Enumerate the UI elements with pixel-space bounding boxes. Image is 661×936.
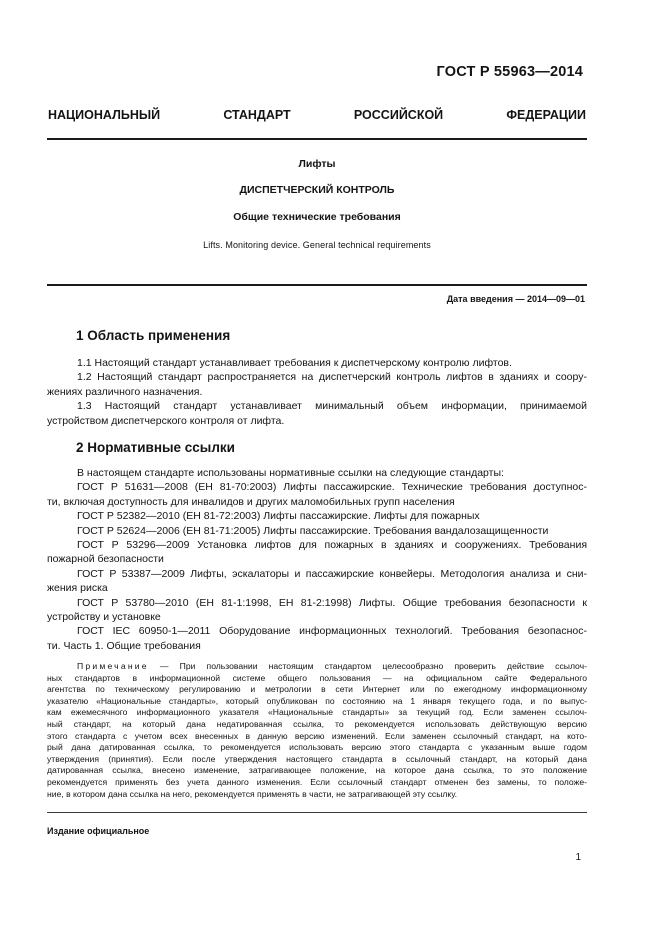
note-line: этого стандарта с учетом всех внесенных в данную версию изменений. Если заменен ссылочный стандарт, на кото- bbox=[47, 730, 587, 741]
page-number: 1 bbox=[575, 852, 581, 863]
note-line: датированная ссылка, внесено изменение, затрагивающее положение, на которое дана ссылка, то это положение bbox=[47, 765, 587, 776]
section-2-line: ГОСТ Р 51631—2008 (ЕН 81-70:2003) Лифты пассажирские. Технические требования доступнос- bbox=[77, 481, 587, 494]
section-1-line: 1.2 Настоящий стандарт распространяется на диспетчерский контроль лифтов в зданиях и соору- bbox=[77, 371, 587, 384]
section-2-body bbox=[47, 466, 587, 653]
section-1-body bbox=[47, 356, 587, 428]
national-standard-heading: НАЦИОНАЛЬНЫЙ СТАНДАРТ РОССИЙСКОЙ ФЕДЕРАЦИИ bbox=[48, 108, 586, 122]
official-edition-label: Издание официальное bbox=[47, 826, 150, 836]
note-line: ных стандартов в информационной системе общего пользования — на официальном сайте Федерального bbox=[47, 672, 587, 683]
section-2-line: устройству и установке bbox=[47, 610, 161, 623]
section-1-line: 1.1 Настоящий стандарт устанавливает требования к диспетчерскому контролю лифтов. bbox=[77, 357, 512, 369]
title-line-3: Общие технические требования bbox=[233, 211, 401, 223]
top-divider bbox=[47, 138, 587, 140]
section-2-line: В настоящем стандарте использованы нормативные ссылки на следующие стандарты: bbox=[77, 467, 504, 479]
title-line-1: Лифты bbox=[298, 158, 336, 170]
note-block bbox=[47, 661, 587, 800]
note-line: рый дана датированная ссылка, то рекомендуется использовать версию этого стандарта с указанным выше годом bbox=[47, 742, 587, 753]
section-2-line: ти, включая доступность для инвалидов и других маломобильных групп населения bbox=[47, 495, 455, 508]
title-line-2: ДИСПЕТЧЕРСКИЙ КОНТРОЛЬ bbox=[239, 184, 395, 196]
section-2-line: ГОСТ Р 53387—2009 Лифты, эскалаторы и пассажирские конвейеры. Методология анализа и сни- bbox=[77, 567, 587, 580]
section-2-line: ГОСТ Р 53780—2010 (ЕН 81-1:1998, ЕН 81-2:1998) Лифты. Общие требования безопасности к bbox=[77, 596, 587, 609]
note-label: Примечание bbox=[77, 661, 149, 671]
section-2-line: пожарной безопасности bbox=[47, 553, 164, 566]
section-1-heading: 1 Область применения bbox=[76, 328, 231, 343]
section-2-line: ГОСТ Р 52624—2006 (ЕН 81-71:2005) Лифты пассажирские. Требования вандалозащищенности bbox=[77, 524, 549, 537]
note-line: ние, в котором дана ссылка на него, рекомендуется применять в части, не затрагивающей эту ссылку. bbox=[47, 788, 458, 799]
section-2-line: ГОСТ IEC 60950-1—2011 Оборудование информационных технологий. Требования безопаснос- bbox=[77, 625, 587, 638]
document-number: ГОСТ Р 55963—2014 bbox=[436, 64, 583, 80]
note-line bbox=[47, 661, 587, 673]
section-2-line: ти. Часть 1. Общие требования bbox=[47, 639, 201, 652]
note-line: рекомендуется применять без учета данного изменения. Если ссылочный стандарт отменен без замены, то положе- bbox=[47, 776, 587, 787]
middle-divider bbox=[47, 284, 587, 286]
introduction-date: Дата введения — 2014—09—01 bbox=[446, 294, 585, 304]
note-line: утверждения (принятия). Если после утверждения настоящего стандарта в ссылочный стандарт, на который дана bbox=[47, 753, 587, 764]
footer-divider bbox=[47, 812, 587, 813]
english-title: Lifts. Monitoring device. General technical requirements bbox=[203, 240, 431, 250]
section-2-line: ГОСТ Р 53296—2009 Установка лифтов для пожарных в зданиях и сооружениях. Требования bbox=[77, 538, 587, 551]
section-1-line: 1.3 Настоящий стандарт устанавливает минимальный объем информации, принимаемой bbox=[77, 400, 587, 413]
section-1-line: устройством диспетчерского контроля от лифта. bbox=[47, 414, 285, 427]
section-1-line: жениях различного назначения. bbox=[47, 385, 203, 398]
note-line: ный стандарт, на который дана недатированная ссылка, то рекомендуется использовать действующую версию bbox=[47, 718, 587, 729]
section-2-line: ГОСТ Р 52382—2010 (ЕН 81-72:2003) Лифты пассажирские. Лифты для пожарных bbox=[77, 510, 480, 523]
note-line: агентства по техническому регулированию и метрологии в сети Интернет или по ежегодному информационному bbox=[47, 684, 587, 695]
section-2-line: жения риска bbox=[47, 582, 108, 595]
note-text: — При пользовании настоящим стандартом целесообразно проверить действие ссылоч- bbox=[148, 661, 587, 671]
note-line: указателю «Национальные стандарты», который опубликован по состоянию на 1 января текущего года, и по выпус- bbox=[47, 695, 587, 706]
section-2-heading: 2 Нормативные ссылки bbox=[76, 440, 235, 455]
note-line: кам ежемесячного информационного указателя «Национальные стандарты» за текущий год. Если заменен ссылоч- bbox=[47, 707, 587, 718]
